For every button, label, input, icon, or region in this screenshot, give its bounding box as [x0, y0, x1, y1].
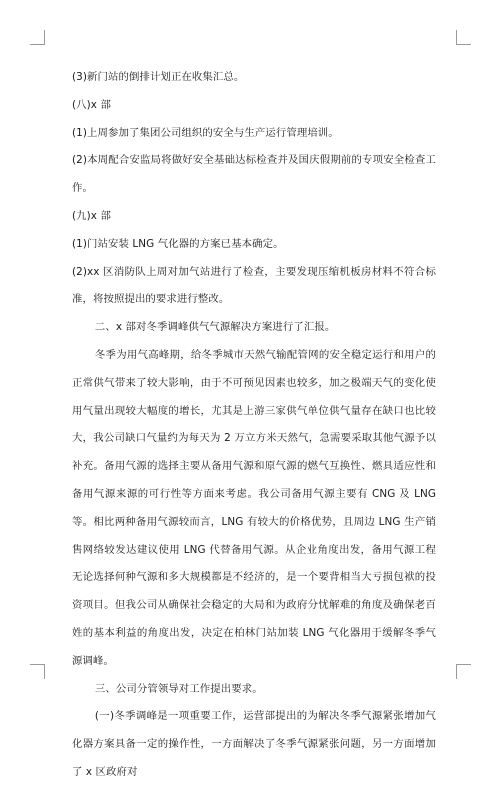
- paragraph: (2)xx 区消防队上周对加气站进行了检查，主要发现压缩机板房材料不符合标准，将按照提出的要求进行整改。: [72, 265, 436, 306]
- paragraph: 冬季为用气高峰期，给冬季城市天然气输配管网的安全稳定运行和用户的正常供气带来了较大影响，由于不可预见因素也较多，加之极端天气的变化使用气量出现较大幅度的增长，尤其是上游三家供气单位供气量存在缺口也比较大，我公司缺口气量约为每天为 2 万立方米天然气，急需要采取其他气源予以补充。备用气源的选择主要从备用气源和原气源的燃气互换性、燃具适应性和备用气源来源的可行性等方面来考虑。我公司备用气源主要有 CNG 及 LNG 等。相比两种备用气源较而言，LNG 有较大的价格优势，且周边 LNG 生产销售网络较发达建议使用 LNG 代替备用气源。从企业角度出发，备用气源工程无论选择何种气源和多大规模都是不经济的，是一个要背相当大亏损包袱的投资项目。但我公司从确保社会稳定的大局和为政府分忧解难的角度及确保老百姓的基本利益的角度出发，决定在柏林门站加装 LNG 气化器用于缓解冬季气源调峰。: [72, 348, 436, 667]
- paragraph: (八)x 部: [72, 98, 111, 111]
- crop-mark-top-left: [30, 30, 45, 45]
- paragraph: (3)新门站的倒排计划正在收集汇总。: [72, 71, 245, 83]
- paragraph: (一)冬季调峰是一项重要工作，运营部提出的为解决冬季气源紧张增加气化器方案具备一定的操作性，一方面解决了冬季气源紧张问题，另一方面增加了 x 区政府对: [72, 710, 436, 778]
- paragraph: (1)门站安装 LNG 气化器的方案已基本确定。: [72, 237, 284, 250]
- paragraph: (2)本周配合安监局将做好安全基础达标检查并及国庆假期前的专项安全检查工作。: [72, 154, 436, 195]
- crop-mark-bottom-left: [30, 664, 45, 679]
- paragraph: 三、公司分管领导对工作提出要求。: [94, 682, 263, 695]
- paragraph: (九)x 部: [72, 209, 111, 222]
- document-body: [72, 64, 436, 787]
- paragraph: 二、x 部对冬季调峰供气气源解决方案进行了汇报。: [94, 321, 336, 334]
- paragraph: (1)上周参加了集团公司组织的安全与生产运行管理培训。: [72, 126, 339, 139]
- crop-mark-bottom-right: [456, 664, 471, 679]
- crop-mark-top-right: [456, 30, 471, 45]
